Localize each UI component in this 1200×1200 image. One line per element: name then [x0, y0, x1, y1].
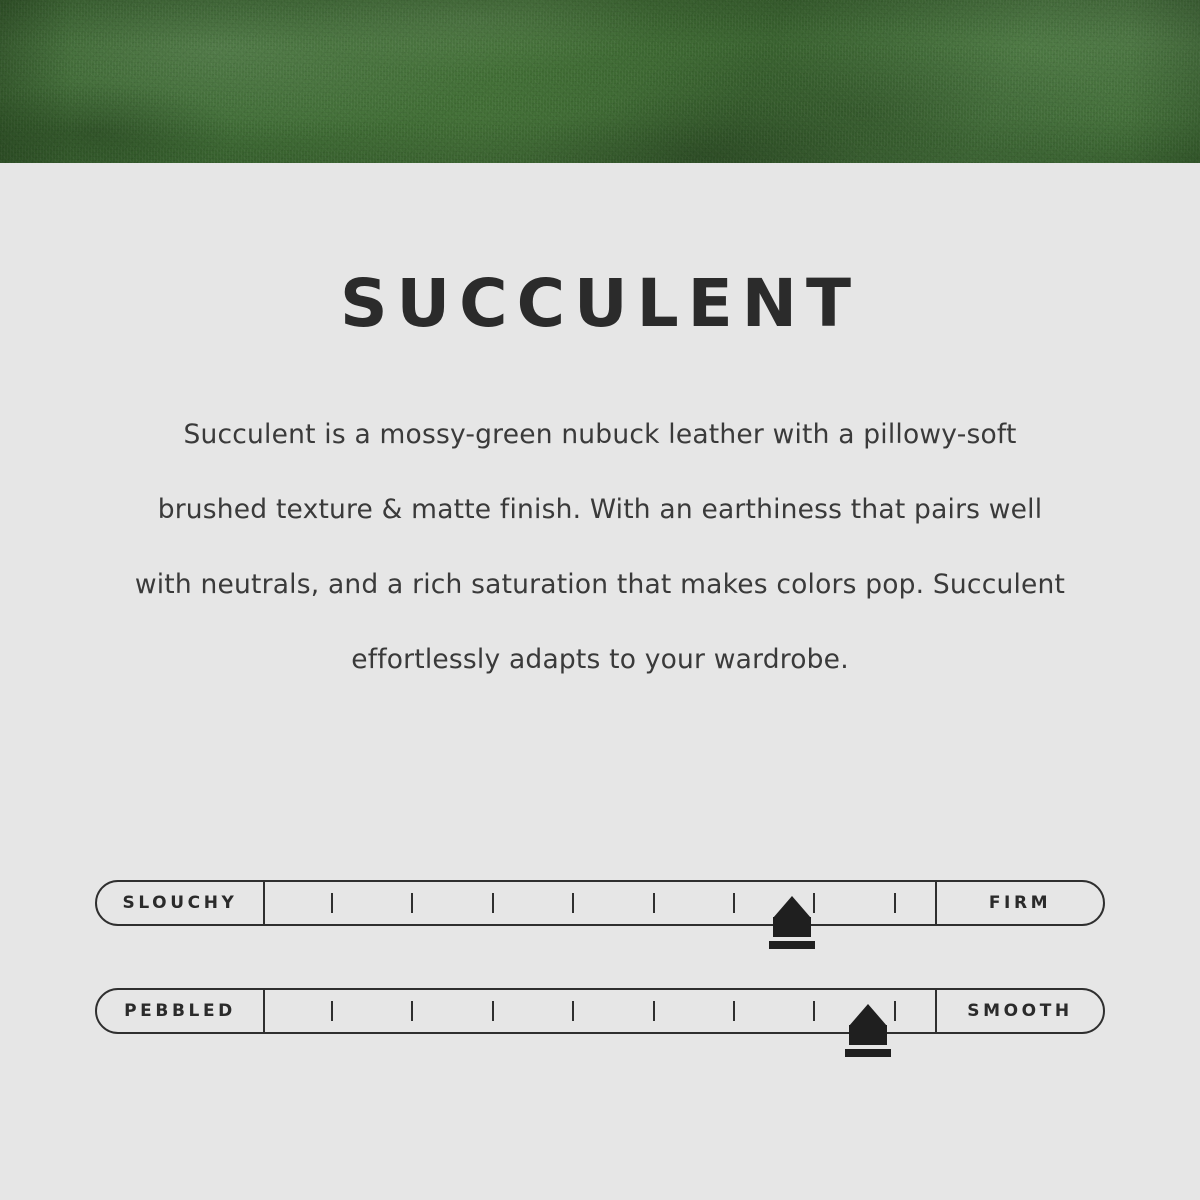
scale-tick — [492, 1001, 494, 1021]
scale-tick — [813, 1001, 815, 1021]
scale-tick — [653, 1001, 655, 1021]
scale-tick — [331, 1001, 333, 1021]
scale-tick — [733, 893, 735, 913]
scale-tick — [894, 893, 896, 913]
structure-scale-track — [95, 880, 1105, 926]
structure-scale-ticks — [265, 882, 935, 924]
structure-scale — [95, 880, 1105, 926]
scale-tick — [411, 1001, 413, 1021]
marker-base-icon — [845, 1049, 891, 1057]
scale-tick — [572, 1001, 574, 1021]
scale-tick — [572, 893, 574, 913]
scale-tick — [411, 893, 413, 913]
texture-scale-ticks — [265, 990, 935, 1032]
structure-scale-right-label: FIRM — [935, 882, 1103, 924]
page-title: SUCCULENT — [340, 265, 860, 342]
scale-tick — [733, 1001, 735, 1021]
scale-tick — [492, 893, 494, 913]
texture-scale-left-label: PEBBLED — [97, 990, 265, 1032]
texture-scale — [95, 988, 1105, 1034]
scale-tick — [331, 893, 333, 913]
structure-scale-left-label: SLOUCHY — [97, 882, 265, 924]
scale-tick — [894, 1001, 896, 1021]
texture-scale-right-label: SMOOTH — [935, 990, 1103, 1032]
texture-scale-track — [95, 988, 1105, 1034]
scale-tick — [813, 893, 815, 913]
marker-base-icon — [769, 941, 815, 949]
succulent-leather-swatch — [0, 0, 1200, 163]
product-description: Succulent is a mossy-green nubuck leather with a pillowy-soft brushed texture & matte finish. With an earthiness that pairs well with neutrals, and a rich saturation that makes colors pop. Succulent effortlessly adapts to your wardrobe. — [134, 419, 1066, 675]
scale-tick — [653, 893, 655, 913]
attribute-scales — [0, 880, 1200, 1096]
